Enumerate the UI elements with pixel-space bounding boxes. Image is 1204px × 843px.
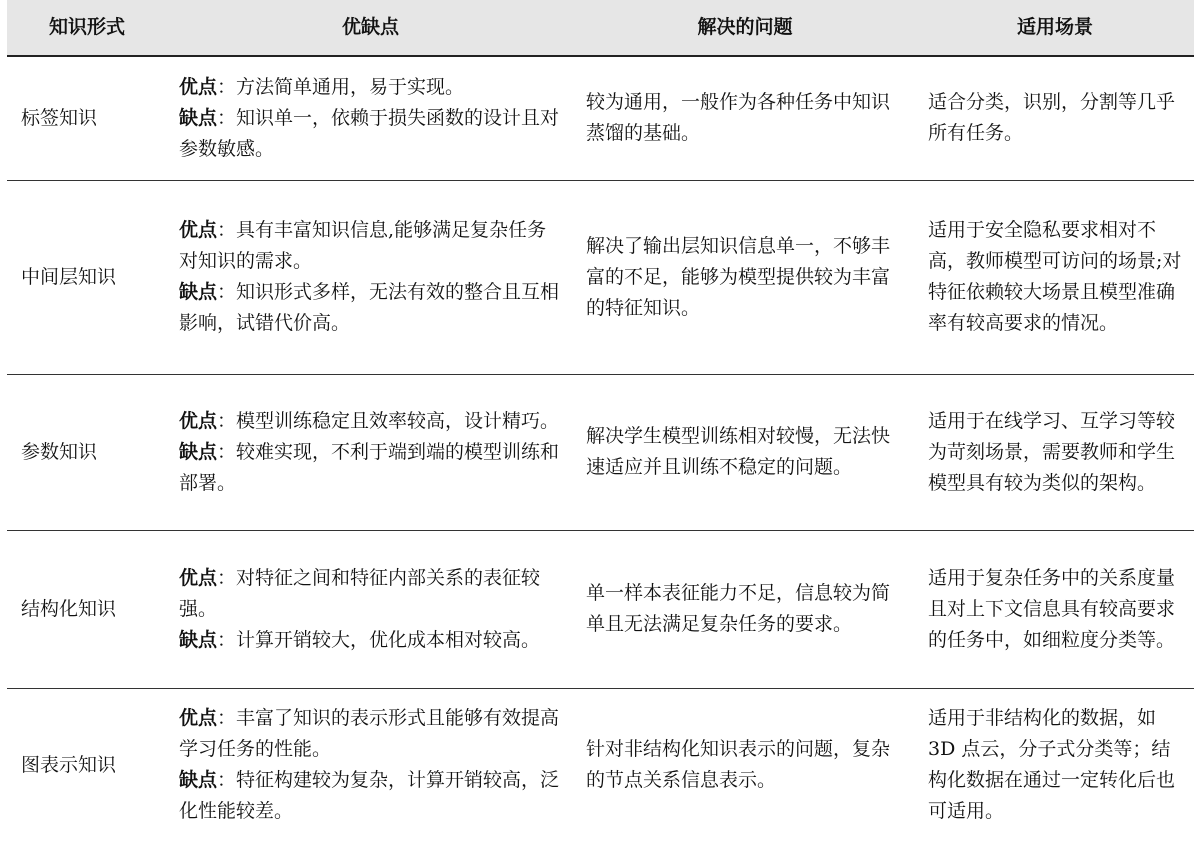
label-separator: ： [217,440,237,463]
scenario-cell: 适用于非结构化的数据，如 3D 点云，分子式分类等；结构化数据在通过一定转化后也可适用。 [928,707,1176,823]
pros-cons-cell [167,688,574,842]
pros-line [179,703,562,765]
pros-text: 方法简单通用，易于实现。 [236,75,465,98]
knowledge-form-cell: 中间层知识 [7,180,167,374]
problem-cell: 解决了输出层知识信息单一，不够丰富的不足，能够为模型提供较为丰富的特征知识。 [574,180,916,374]
label-separator: ： [217,566,237,589]
cons-text: 知识单一，依赖于损失函数的设计且对参数敏感。 [179,106,560,160]
table-row [7,530,1194,688]
cons-text: 计算开销较大，优化成本相对较高。 [236,628,541,651]
cons-line [179,277,562,339]
pros-line [179,406,562,437]
pros-line [179,72,562,103]
cons-line [179,103,562,165]
pros-cons-cell [167,374,574,530]
pros-label: 优点 [179,409,218,432]
label-separator: ： [217,707,237,730]
cons-text: 知识形式多样，无法有效的整合且互相影响，试错代价高。 [179,281,560,334]
pros-label: 优点 [179,566,218,589]
pros-label: 优点 [179,707,218,730]
scenario-cell: 适用于在线学习、互学习等较为苛刻场景，需要教师和学生模型具有较为类似的架构。 [916,374,1194,530]
pros-label: 优点 [179,219,218,241]
cons-label: 缺点 [179,769,218,792]
pros-cons-cell [167,530,574,688]
pros-text: 具有丰富知识信息,能够满足复杂任务对知识的需求。 [179,219,547,272]
header-pros-cons: 优缺点 [167,0,574,56]
header-knowledge-form: 知识形式 [7,0,167,56]
table-row [7,374,1194,530]
knowledge-form-cell: 图表示知识 [21,753,117,776]
table-body [7,56,1194,842]
pros-text: 丰富了知识的表示形式且能够有效提高学习任务的性能。 [179,707,560,761]
knowledge-form-cell: 标签知识 [7,56,167,180]
pros-cons-cell [167,180,574,374]
label-separator: ： [217,106,237,129]
scenario-cell: 适用于安全隐私要求相对不高，教师模型可访问的场景;对特征依赖较大场景且模型准确率有较高要求的情况。 [916,180,1194,374]
table-header [7,0,1194,56]
cons-label: 缺点 [179,628,218,651]
problem-cell: 解决学生模型训练相对较慢，无法快速适应并且训练不稳定的问题。 [574,374,916,530]
scenario-cell: 适用于复杂任务中的关系度量且对上下文信息具有较高要求的任务中，如细粒度分类等。 [916,530,1194,688]
pros-line [179,215,562,277]
knowledge-form-cell: 结构化知识 [7,530,167,688]
cons-text: 特征构建较为复杂，计算开销较高，泛化性能较差。 [179,769,560,823]
cons-label: 缺点 [179,106,218,129]
header-row [7,0,1194,56]
header-applicable-scenario: 适用场景 [916,0,1194,56]
pros-text: 对特征之间和特征内部关系的表征较强。 [179,566,541,620]
pros-label: 优点 [179,75,218,98]
cons-line [179,625,562,656]
pros-cons-cell [167,56,574,180]
table-row [7,56,1194,180]
pros-text: 模型训练稳定且效率较高，设计精巧。 [236,409,560,432]
cons-line [179,437,562,499]
table-row [7,688,1194,842]
pros-line [179,563,562,625]
knowledge-form-cell: 参数知识 [7,374,167,530]
header-problem-solved: 解决的问题 [574,0,916,56]
problem-cell: 针对非结构化知识表示的问题，复杂的节点关系信息表示。 [586,738,891,792]
label-separator: ： [217,219,237,241]
label-separator: ： [217,769,237,792]
table-row [7,180,1194,374]
scenario-cell: 适合分类，识别，分割等几乎所有任务。 [916,56,1194,180]
label-separator: ： [217,628,237,651]
problem-cell: 单一样本表征能力不足，信息较为简单且无法满足复杂任务的要求。 [574,530,916,688]
cons-label: 缺点 [179,281,218,303]
knowledge-comparison-table [7,0,1194,842]
cons-text: 较难实现，不利于端到端的模型训练和部署。 [179,440,560,494]
cons-line [179,765,562,827]
label-separator: ： [217,281,237,303]
problem-cell: 较为通用，一般作为各种任务中知识蒸馏的基础。 [574,56,916,180]
label-separator: ： [217,75,237,98]
label-separator: ： [217,409,237,432]
cons-label: 缺点 [179,440,218,463]
